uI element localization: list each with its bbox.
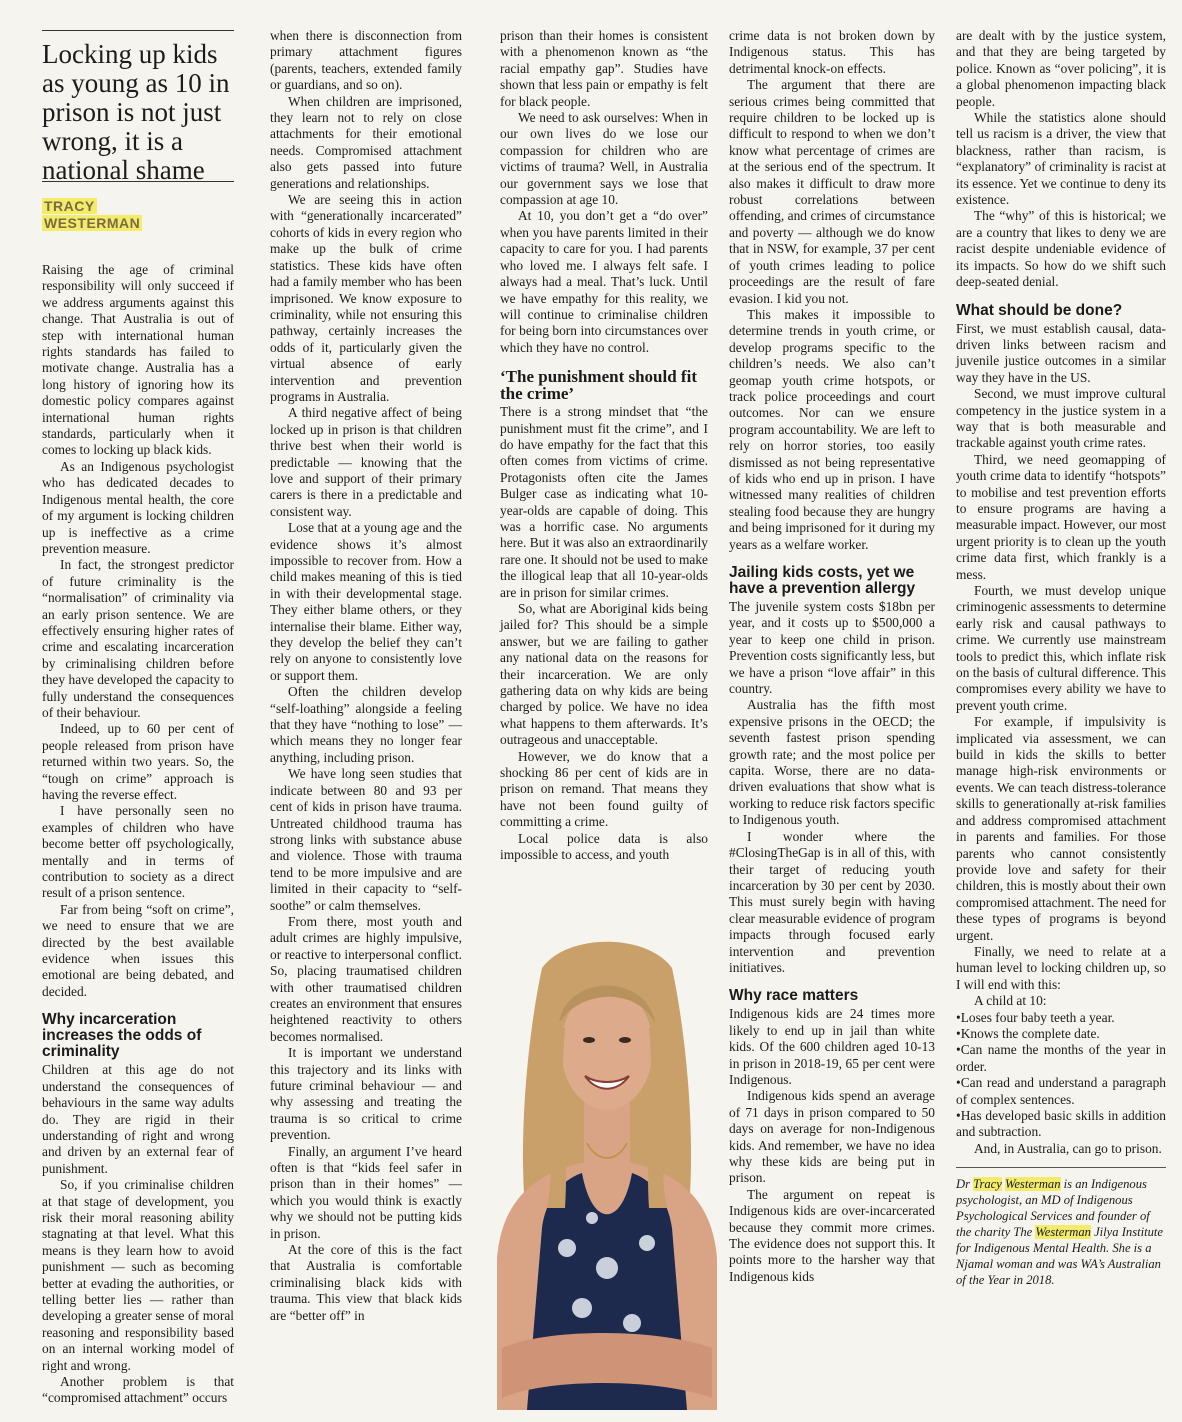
paragraph: So, what are Aboriginal kids being jailed for? This should be a simple answer, but we are failing to gather any national data on the reasons for their incarceration. We are only gathering data on why kids are being charged by police. We have no idea what happens to them afterwards. It’s outrageous and unacceptable.	[500, 601, 708, 748]
paragraph: A third negative affect of being locked up in prison is that children thrive best when their world is predictable — knowing that the love and support of their primary carers is there in a predictable and consistent way.	[270, 405, 462, 519]
column-4	[729, 28, 935, 1285]
paragraph: A child at 10:	[974, 993, 1047, 1009]
paragraph: are dealt with by the justice system, and that they are being targeted by police. Known as “over policing”, it is a global phenomenon impacting black people.	[956, 28, 1166, 109]
subhead-punishment: ‘The punishment should fit the crime’	[500, 367, 697, 404]
list-item: • Knows the complete date.	[956, 1026, 1166, 1042]
byline-first: TRACY	[44, 198, 95, 214]
top-rule	[42, 30, 234, 31]
paragraph: prison than their homes is consistent with a phenomenon known as “the racial empathy gap”. Studies have shown that less pain or empathy is felt for black people.	[500, 28, 708, 109]
headline: Locking up kids as young as 10 in prison is not just wrong, it is a national shame	[42, 39, 230, 185]
paragraph: Indigenous kids are 24 times more likely to end up in jail than white kids. Of the 600 children aged 10-13 in prison in 2018-19, 65 per cent were Indigenous.	[729, 1006, 935, 1087]
paragraph: First, we must establish causal, data-driven links between racism and juvenile justice outcomes in a similar way they have in the US.	[956, 320, 1166, 385]
subhead-what-done: What should be done?	[956, 301, 1123, 319]
paragraph: This makes it impossible to determine trends in youth crime, or develop programs specific to the children’s needs. We also can’t geomap youth crime hotspots, or track police proceedings and court outcomes. Nor can we ensure program accountability. We are left to rely on horror stories, too easily dismissed as not being representative of kids who end up in prison. I have witnessed many realities of children stealing food because they are hungry and being imprisoned for it during my years as a welfare worker.	[729, 306, 935, 552]
closing-line: And, in Australia, can go to prison.	[974, 1140, 1162, 1156]
paragraph: It is important we understand this trajectory and its links with future criminal behaviour — and why assessing and treating the trauma is so critical to crime prevention.	[270, 1045, 462, 1143]
paragraph: We are seeing this in action with “generationally incarcerated” cohorts of kids in every region who make up the bulk of crime statistics. These kids have often had a family member who has been imprisoned. We know exposure to criminality, while not ensuring this pathway, certainly increases the odds of it, particularly given the virtual absence of early intervention and prevention programs in Australia.	[270, 192, 462, 404]
bio-text: is an Indigenous psychologist, an MD of Indigenous Psychological Services and founder of the charity The	[956, 1177, 1150, 1240]
paragraph: Indeed, up to 60 per cent of people released from prison have returned within two years. So, the “tough on crime” approach is having the reverse effect.	[42, 721, 234, 802]
bio-name-first: Tracy	[973, 1177, 1002, 1192]
list-item: • Can read and understand a paragraph of complex sentences.	[956, 1075, 1166, 1108]
paragraph: In fact, the strongest predictor of future criminality is the “normalisation” of criminality via an early prison sentence. We are effectively ensuring higher rates of crime and escalating incarceration by criminalising children before they have developed the capacity to fully understand the consequences of their behaviour.	[42, 557, 234, 720]
paragraph: At the core of this is the fact that Australia is comfortable criminalising black kids with trauma. This view that black kids are “better off” in	[270, 1242, 462, 1323]
paragraph: When children are imprisoned, they learn not to rely on close attachments for their emotional needs. Compromised attachment also gets passed into future generations and relationships.	[270, 93, 462, 191]
paragraph: Finally, an argument I’ve heard often is that “kids feel safer in prison than in their homes” — which you would think is exactly why we should not be putting kids in prison.	[270, 1143, 462, 1241]
paragraph: Far from being “soft on crime”, we need to ensure that we are directed by the best available evidence when issues this emotional are being debated, and decided.	[42, 901, 234, 999]
byline-last: WESTERMAN	[44, 215, 141, 231]
paragraph: The argument on repeat is Indigenous kids are over-incarcerated because they commit more crimes. The evidence does not support this. It points more to the harsher way that Indigenous kids	[729, 1186, 935, 1284]
column-5	[956, 28, 1166, 1288]
paragraph: We need to ask ourselves: When in our own lives do we lose our compassion for children who are victims of trauma? Well, in Australia our government says we lose that compassion at age 10.	[500, 110, 708, 208]
paragraph: The argument that there are serious crimes being committed that require children to be locked up is difficult to respond to when we don’t know what percentage of crimes are at the serious end of the spectrum. It also makes it difficult to draw more robust correlations between offending, and crimes of circumstance and poverty — although we do know that in NSW, for example, 37 per cent of youth crimes leading to police proceedings are the result of fare evasion. I kid you not.	[729, 77, 935, 306]
paragraph: There is a strong mindset that “the punishment must fit the crime”, and I do have empathy for the fact that this often comes from victims of crime. Protagonists often cite the James Bulger case as indicating what 10-year-olds are capable of doing. This was a horrific case. No arguments here. But it was also an extraordinarily rare one. It should not be used to make the illogical leap that all 10-year-olds are in prison for similar crimes.	[500, 404, 708, 600]
subhead-incarceration: Why incarceration increases the odds of criminality	[42, 1011, 202, 1061]
paragraph: However, we do know that a shocking 86 per cent of kids are in prison on remand. That means they have not been found guilty of committing a crime.	[500, 748, 708, 830]
paragraph: From there, most youth and adult crimes are highly impulsive, or reactive to interpersonal conflict. So, placing traumatised children with other traumatised children creates an environment that ensures heightened reactivity to others becomes normalised.	[270, 913, 462, 1044]
column-3	[500, 28, 708, 864]
paragraph: crime data is not broken down by Indigenous status. This has detrimental knock-on effects.	[729, 28, 935, 76]
paragraph: For example, if impulsivity is implicated via assessment, we can build in kids the skills to better manage high-risk environments or events. We can teach distress-tolerance skills to generationally at-risk families and address compromised attachment in parents and families. For those parents who cannot consistently provide love and safety for their children, this is mostly about their own compromised attachment. The need for these types of programs is beyond urgent.	[956, 714, 1166, 943]
paragraph: Finally, we need to relate at a human level to locking children up, so I will end with this:	[956, 943, 1166, 992]
paragraph: Raising the age of criminal responsibility will only succeed if we address arguments against this change. That Australia is out of step with international human rights standards has failed to motivate change. Australia has a long history of ignoring how its domestic policy compares against international human rights standards, particularly when it comes to locking up black kids.	[42, 262, 234, 458]
author-portrait	[487, 928, 725, 1410]
byline	[42, 198, 142, 232]
paragraph: While the statistics alone should tell us racism is a driver, the view that blackness, rather than racism, is “explanatory” of criminality is racist at its essence. Yet we continue to deny its existence.	[956, 110, 1166, 208]
headline-rule	[42, 181, 234, 182]
paragraph: I wonder where the #ClosingTheGap is in all of this, with their target of reducing youth incarceration by 30 per cent by 2030. This must surely begin with having clear measurable evidence of program impacts through focused early intervention and prevention initiatives.	[729, 828, 935, 975]
list-item: • Loses four baby teeth a year.	[956, 1010, 1166, 1026]
bio-name-charity: Westerman	[1035, 1225, 1091, 1240]
paragraph: when there is disconnection from primary attachment figures (parents, teachers, extended family or guardians, and so on).	[270, 28, 462, 93]
subhead-costs: Jailing kids costs, yet we have a prevention allergy	[729, 564, 916, 597]
paragraph: The juvenile system costs $18bn per year, and it costs up to $500,000 a year to keep one child in prison. Prevention costs significantly less, but we have a prison “love affair” in this country.	[729, 599, 935, 697]
author-photo	[487, 928, 725, 1410]
paragraph: As an Indigenous psychologist who has dedicated decades to Indigenous mental health, the core of my argument is locking children up is ineffective as a crime prevention measure.	[42, 458, 234, 556]
paragraph: Australia has the fifth most expensive prisons in the OECD; the seventh fastest prison spending growth rate; and the most police per capita. Worse, there are no data-driven evaluations that show what is working to reduce risk factors specific to Indigenous youth.	[729, 697, 935, 828]
list-item: • Can name the months of the year in order.	[956, 1042, 1166, 1075]
paragraph: Third, we need geomapping of youth crime data to identify “hotspots” to mobilise and test prevention efforts to ensure programs are having a measurable impact. However, our most urgent priority is to clean up the youth crime data first, which frankly is a mess.	[956, 451, 1166, 582]
bio-text-end: Jilya Institute for Indigenous Mental Health. She is a Njamal woman and was WA’s Australian of the Year in 2018.	[956, 1225, 1163, 1288]
column-2	[270, 28, 462, 1324]
paragraph: So, if you criminalise children at that stage of development, you risk their moral reasoning ability stagnating at that level. What this means is they learn how to avoid punishment — such as becoming better at evading the authorities, or telling better lies — rather than developing a greater sense of moral reasoning and responsibility based on an internal working model of right and wrong.	[42, 1177, 234, 1373]
list-item: • Has developed basic skills in addition and subtraction.	[956, 1108, 1166, 1141]
author-bio	[956, 1167, 1166, 1288]
bio-name-last: Westerman	[1005, 1177, 1061, 1192]
paragraph: Another problem is that “compromised attachment” occurs	[42, 1374, 234, 1406]
paragraph: At 10, you don’t get a “do over” when you have parents limited in their capacity to care for you. I had parents who loved me. I always felt safe. I always had a meal. That’s luck. Until we have empathy for this reality, we will continue to criminalise children for being born into circumstances over which they have no control.	[500, 208, 708, 355]
paragraph: Often the children develop “self-loathing” alongside a feeling that they have “nothing to lose” — which means they no longer fear anything, including prison.	[270, 684, 462, 765]
subhead-race: Why race matters	[729, 987, 859, 1005]
paragraph: The “why” of this is historical; we are a country that likes to deny we are racist despite undeniable evidence of its impacts. So how do we shift such deep-seated denial.	[956, 208, 1166, 290]
paragraph: I have personally seen no examples of children who have become better off psychologically, mentally and in terms of contribution to society as a direct result of a prison sentence.	[42, 803, 234, 901]
bio-dr: Dr	[956, 1177, 970, 1192]
paragraph: Second, we must improve cultural competency in the justice system in a way that is both measurable and trackable against youth crime rates.	[956, 386, 1166, 451]
paragraph: We have long seen studies that indicate between 80 and 93 per cent of kids in prison have trauma. Untreated childhood trauma has strong links with substance abuse and violence. Those with trauma tend to be more impulsive and are limited in their capacity to “self-soothe” or calm themselves.	[270, 766, 462, 913]
paragraph: Fourth, we must develop unique criminogenic assessments to determine early risk and causal pathways to crime. We currently use mainstream tools to predict this, which inflate risk on the basis of cultural difference. This compromises every ability we have to prevent youth crime.	[956, 583, 1166, 713]
column-1	[42, 262, 234, 1407]
paragraph: Children at this age do not understand the consequences of behaviours in the same way adults do. They are rigid in their understanding of right and wrong and driven by an external fear of punishment.	[42, 1062, 234, 1176]
paragraph: Indigenous kids spend an average of 71 days in prison compared to 50 days on average for non-Indigenous kids. And remember, we have no idea why these kids are being put in prison.	[729, 1088, 935, 1186]
paragraph: Lose that at a young age and the evidence shows it’s almost impossible to recover from. How a child makes meaning of this is tied in with their developmental stage. They either blame others, or they internalise their blame. Either way, they develop the belief they can’t rely on anyone to consistently love or support them.	[270, 520, 462, 683]
paragraph: Local police data is also impossible to access, and youth	[500, 830, 708, 863]
child-at-ten-list	[956, 1010, 1166, 1141]
